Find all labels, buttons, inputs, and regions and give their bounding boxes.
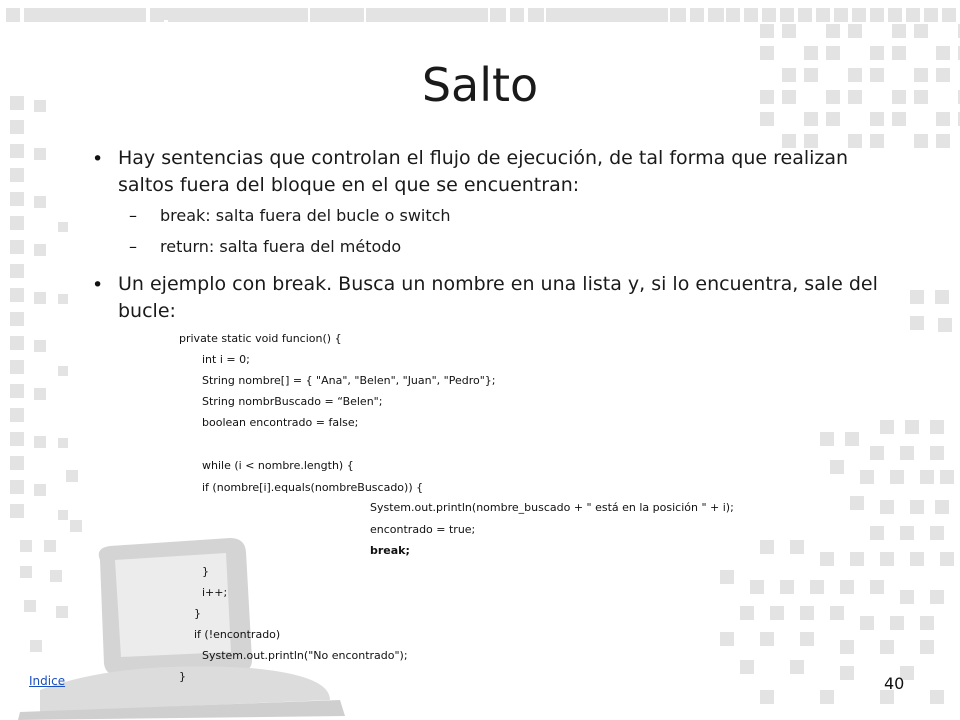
- pattern-square: [10, 504, 24, 518]
- pattern-square: [78, 8, 90, 20]
- pattern-square: [770, 606, 784, 620]
- pattern-square: [935, 500, 949, 514]
- pattern-square: [10, 168, 24, 182]
- pattern-square: [930, 690, 944, 704]
- pattern-square: [10, 264, 24, 278]
- pattern-square: [30, 640, 42, 652]
- pattern-square: [156, 8, 168, 20]
- pattern-square: [840, 580, 854, 594]
- pattern-square: [510, 8, 524, 22]
- pattern-square: [800, 606, 814, 620]
- pattern-square: [58, 510, 68, 520]
- pattern-square: [820, 690, 834, 704]
- pattern-square: [670, 8, 684, 22]
- pattern-square: [900, 526, 914, 540]
- pattern-square: [330, 8, 344, 22]
- pattern-square: [760, 24, 774, 38]
- pattern-square: [66, 470, 78, 482]
- code-line: String nombrBuscado = “Belen";: [202, 395, 383, 408]
- code-line: }: [202, 565, 209, 578]
- pattern-square: [10, 384, 24, 398]
- sub-bullet-marker: –: [129, 206, 137, 225]
- pattern-square: [130, 8, 142, 20]
- pattern-square: [782, 24, 796, 38]
- pattern-square: [905, 420, 919, 434]
- pattern-square: [10, 432, 24, 446]
- pattern-square: [294, 8, 308, 22]
- pattern-square: [910, 552, 924, 566]
- pattern-square: [920, 470, 934, 484]
- pattern-square: [34, 340, 46, 352]
- pattern-square: [744, 8, 758, 22]
- pattern-square: [890, 616, 904, 630]
- code-line: }: [179, 670, 186, 683]
- pattern-square: [848, 24, 862, 38]
- pattern-square: [10, 120, 24, 134]
- pattern-square: [840, 640, 854, 654]
- pattern-square: [826, 112, 840, 126]
- pattern-square: [940, 470, 954, 484]
- pattern-square: [900, 590, 914, 604]
- pattern-square: [366, 8, 380, 22]
- pattern-square: [34, 388, 46, 400]
- pattern-square: [430, 8, 444, 22]
- pattern-square: [936, 134, 950, 148]
- pattern-square: [906, 8, 920, 22]
- pattern-square: [762, 8, 776, 22]
- pattern-square: [726, 8, 740, 22]
- pattern-square: [780, 580, 794, 594]
- pattern-square: [10, 480, 24, 494]
- pattern-square: [780, 8, 794, 22]
- code-keyword-break: break;: [370, 544, 410, 557]
- pattern-square: [56, 606, 68, 618]
- pattern-square: [34, 196, 46, 208]
- pattern-square: [222, 8, 236, 22]
- sub-bullet-text: return: salta fuera del método: [160, 237, 402, 256]
- pattern-square: [870, 446, 884, 460]
- pattern-square: [208, 8, 220, 20]
- pattern-square: [935, 290, 949, 304]
- pattern-square: [390, 8, 404, 22]
- indice-link[interactable]: Indice: [29, 674, 66, 688]
- pattern-square: [870, 112, 884, 126]
- pattern-square: [870, 526, 884, 540]
- pattern-square: [34, 148, 46, 160]
- pattern-square: [880, 420, 894, 434]
- pattern-square: [830, 460, 844, 474]
- pattern-square: [888, 8, 902, 22]
- pattern-square: [710, 8, 724, 22]
- pattern-square: [930, 446, 944, 460]
- pattern-square: [270, 8, 284, 22]
- pattern-square: [70, 520, 82, 532]
- code-line: [370, 544, 410, 557]
- pattern-square: [942, 8, 956, 22]
- pattern-square: [570, 8, 584, 22]
- pattern-square: [845, 432, 859, 446]
- code-line: String nombre[] = { "Ana", "Belen", "Juan", "Pedro"};: [202, 374, 496, 387]
- pattern-square: [10, 144, 24, 158]
- pattern-square: [940, 552, 954, 566]
- pattern-square: [920, 640, 934, 654]
- pattern-square: [550, 8, 564, 22]
- pattern-square: [58, 438, 68, 448]
- pattern-square: [840, 666, 854, 680]
- pattern-square: [104, 8, 116, 20]
- pattern-square: [930, 590, 944, 604]
- code-line: int i = 0;: [202, 353, 250, 366]
- pattern-square: [630, 8, 644, 22]
- pattern-square: [892, 112, 906, 126]
- pattern-square: [182, 8, 194, 20]
- pattern-square: [20, 540, 32, 552]
- pattern-square: [342, 8, 356, 22]
- pattern-square: [800, 632, 814, 646]
- pattern-square: [760, 632, 774, 646]
- pattern-square: [50, 570, 62, 582]
- code-line: i++;: [202, 586, 228, 599]
- bullet-marker: •: [92, 148, 104, 170]
- code-line: System.out.println("No encontrado");: [202, 649, 408, 662]
- computer-monitor-graphic: [18, 538, 345, 720]
- pattern-square: [910, 316, 924, 330]
- pattern-square: [720, 632, 734, 646]
- pattern-square: [790, 540, 804, 554]
- bullet-marker: •: [92, 274, 104, 296]
- pattern-square: [740, 606, 754, 620]
- sub-bullet-marker: –: [129, 237, 137, 256]
- pattern-square: [24, 600, 36, 612]
- pattern-square: [34, 436, 46, 448]
- pattern-square: [10, 240, 24, 254]
- sub-bullet-text: break: salta fuera del bucle o switch: [160, 206, 451, 225]
- pattern-square: [850, 496, 864, 510]
- pattern-square: [914, 24, 928, 38]
- pattern-square: [490, 8, 504, 22]
- pattern-square: [930, 526, 944, 540]
- pattern-square: [924, 8, 938, 22]
- pattern-square: [58, 366, 68, 376]
- pattern-square: [720, 570, 734, 584]
- pattern-square: [58, 294, 68, 304]
- pattern-square: [900, 446, 914, 460]
- page-number: 40: [884, 674, 905, 693]
- pattern-square: [790, 660, 804, 674]
- code-line: encontrado = true;: [370, 523, 476, 536]
- pattern-square: [44, 540, 56, 552]
- pattern-square: [880, 500, 894, 514]
- pattern-square: [938, 318, 952, 332]
- pattern-square: [10, 336, 24, 350]
- pattern-square: [450, 8, 464, 22]
- pattern-square: [892, 24, 906, 38]
- pattern-square: [10, 360, 24, 374]
- pattern-square: [930, 420, 944, 434]
- pattern-square: [870, 8, 884, 22]
- code-line: }: [194, 607, 201, 620]
- pattern-square: [850, 552, 864, 566]
- pattern-square: [650, 8, 664, 22]
- pattern-square: [690, 8, 704, 22]
- pattern-square: [610, 8, 624, 22]
- pattern-square: [834, 8, 848, 22]
- pattern-square: [34, 484, 46, 496]
- pattern-square: [852, 8, 866, 22]
- pattern-square: [10, 408, 24, 422]
- pattern-square: [820, 432, 834, 446]
- pattern-square: [30, 8, 44, 22]
- pattern-square: [20, 566, 32, 578]
- bullet-text: Un ejemplo con break. Busca un nombre en una lista y, si lo encuentra, sale del bucle:: [118, 273, 878, 322]
- pattern-square: [750, 580, 764, 594]
- pattern-square: [740, 660, 754, 674]
- pattern-square: [590, 8, 604, 22]
- pattern-square: [910, 290, 924, 304]
- pattern-square: [10, 456, 24, 470]
- code-line: boolean encontrado = false;: [202, 416, 359, 429]
- pattern-square: [860, 470, 874, 484]
- pattern-square: [58, 222, 68, 232]
- pattern-square: [10, 312, 24, 326]
- code-line: private static void funcion() {: [179, 332, 342, 345]
- pattern-square: [10, 192, 24, 206]
- pattern-square: [798, 8, 812, 22]
- bullet-text: Hay sentencias que controlan el flujo de ejecución, de tal forma que realizan saltos fuera del bloque en el que se encuentran:: [118, 147, 849, 196]
- code-line: while (i < nombre.length) {: [202, 459, 354, 472]
- code-line: System.out.println(nombre_buscado + " está en la posición " + i);: [370, 501, 734, 514]
- pattern-square: [6, 8, 20, 22]
- code-line: if (nombre[i].equals(nombreBuscado)) {: [202, 481, 424, 494]
- pattern-square: [890, 470, 904, 484]
- pattern-square: [880, 552, 894, 566]
- pattern-square: [910, 500, 924, 514]
- pattern-square: [90, 8, 104, 22]
- pattern-square: [34, 292, 46, 304]
- pattern-square: [830, 606, 844, 620]
- pattern-square: [760, 690, 774, 704]
- pattern-square: [860, 616, 874, 630]
- pattern-square: [470, 8, 484, 22]
- pattern-square: [414, 8, 428, 22]
- pattern-square: [914, 134, 928, 148]
- pattern-square: [760, 112, 774, 126]
- pattern-square: [234, 8, 246, 20]
- pattern-square: [34, 244, 46, 256]
- pattern-square: [810, 580, 824, 594]
- pattern-square: [820, 552, 834, 566]
- pattern-square: [880, 640, 894, 654]
- pattern-square: [10, 288, 24, 302]
- pattern-square: [760, 540, 774, 554]
- pattern-square: [816, 8, 830, 22]
- pattern-square: [246, 8, 260, 22]
- slide-title: Salto: [421, 58, 539, 112]
- pattern-square: [920, 616, 934, 630]
- pattern-square: [318, 8, 332, 22]
- pattern-square: [10, 216, 24, 230]
- pattern-square: [804, 112, 818, 126]
- pattern-square: [826, 24, 840, 38]
- pattern-square: [936, 112, 950, 126]
- code-line: if (!encontrado): [194, 628, 281, 641]
- pattern-square: [530, 8, 544, 22]
- pattern-square: [870, 580, 884, 594]
- pattern-square: [54, 8, 68, 22]
